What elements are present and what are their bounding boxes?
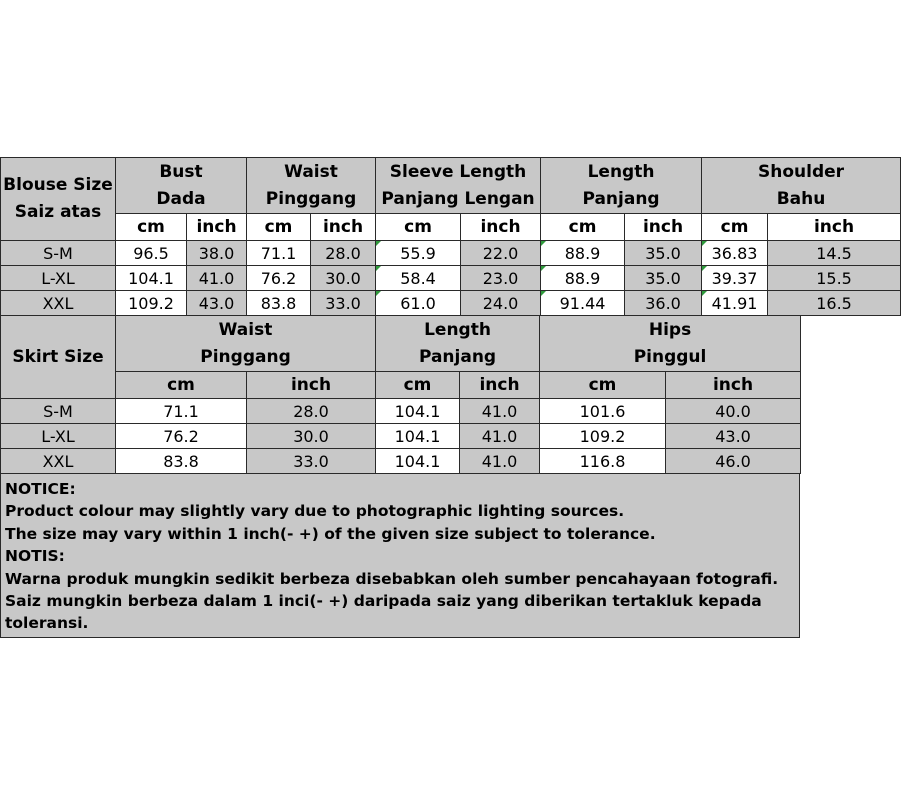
- pinggang-label: Pinggang: [265, 188, 357, 209]
- notice-heading: NOTICE:: [5, 480, 76, 498]
- unit-cm: cm: [116, 214, 187, 241]
- waist-inch-cell: 33.0: [311, 291, 376, 316]
- waist-header: [247, 158, 376, 214]
- waist-cm-cell: 71.1: [116, 399, 247, 424]
- length-label: Length: [587, 161, 655, 182]
- table-row: [1, 424, 801, 449]
- skirt-waist-header: [116, 316, 376, 372]
- sleeve-length-label: Sleeve Length: [389, 161, 527, 182]
- skirt-length-header: [376, 316, 540, 372]
- unit-inch: inch: [247, 372, 376, 399]
- dada-label: Dada: [156, 188, 206, 209]
- notice-line: The size may vary within 1 inch(- +) of the given size subject to tolerance.: [5, 524, 656, 543]
- unit-cm: cm: [116, 372, 247, 399]
- bust-inch-cell: 43.0: [187, 291, 247, 316]
- hips-cm-cell: 109.2: [540, 424, 666, 449]
- size-label: L-XL: [1, 424, 116, 449]
- hips-label: Hips: [648, 319, 692, 340]
- bust-header: [116, 158, 247, 214]
- shoulder-label: Shoulder: [758, 161, 845, 182]
- waist-cm-cell: 83.8: [116, 449, 247, 474]
- length-inch-cell: 36.0: [625, 291, 702, 316]
- length-cm-cell: 88.9: [541, 241, 625, 266]
- notis-heading: NOTIS:: [5, 547, 65, 566]
- unit-inch: inch: [187, 214, 247, 241]
- hips-inch-cell: 43.0: [666, 424, 801, 449]
- bust-label: Bust: [159, 161, 203, 182]
- panjang-label: Panjang: [582, 188, 660, 209]
- blouse-size-title-ms: Saiz atas: [14, 202, 102, 222]
- waist-inch-cell: 30.0: [247, 424, 376, 449]
- unit-cm: cm: [376, 214, 461, 241]
- sleeve-inch-cell: 22.0: [461, 241, 541, 266]
- panjang-lengan-label: Panjang Lengan: [381, 188, 535, 209]
- hips-header: [540, 316, 801, 372]
- hips-inch-cell: 40.0: [666, 399, 801, 424]
- sleeve-cm-cell: 58.4: [376, 266, 461, 291]
- blouse-size-table: [0, 157, 901, 316]
- unit-cm: cm: [376, 372, 460, 399]
- waist-cm-cell: 71.1: [247, 241, 311, 266]
- notis-line: Warna produk mungkin sedikit berbeza disebabkan oleh sumber pencahayaan fotografi.: [5, 569, 779, 588]
- skirt-size-title: Skirt Size: [1, 316, 116, 399]
- length-inch-cell: 41.0: [460, 449, 540, 474]
- table-row: [1, 449, 801, 474]
- size-label: S-M: [1, 399, 116, 424]
- waist-inch-cell: 28.0: [247, 399, 376, 424]
- notice-line: Product colour may slightly vary due to photographic lighting sources.: [5, 502, 625, 521]
- waist-cm-cell: 76.2: [247, 266, 311, 291]
- panjang-label: Panjang: [418, 346, 497, 367]
- sleeve-length-header: [376, 158, 541, 214]
- length-inch-cell: 35.0: [625, 266, 702, 291]
- waist-cm-cell: 83.8: [247, 291, 311, 316]
- notis-line: toleransi.: [5, 614, 89, 633]
- table-row: [1, 291, 901, 316]
- unit-inch: inch: [666, 372, 801, 399]
- bust-inch-cell: 38.0: [187, 241, 247, 266]
- shoulder-inch-cell: 16.5: [768, 291, 901, 316]
- hips-inch-cell: 46.0: [666, 449, 801, 474]
- unit-cm: cm: [702, 214, 768, 241]
- shoulder-header: [702, 158, 901, 214]
- unit-cm: cm: [247, 214, 311, 241]
- unit-cm: cm: [541, 214, 625, 241]
- notis-line: Saiz mungkin berbeza dalam 1 inci(- +) daripada saiz yang diberikan tertakluk kepada: [5, 592, 762, 611]
- length-cm-cell: 104.1: [376, 449, 460, 474]
- bust-inch-cell: 41.0: [187, 266, 247, 291]
- size-chart: [0, 157, 855, 638]
- table-row: [1, 266, 901, 291]
- waist-inch-cell: 33.0: [247, 449, 376, 474]
- blouse-size-header: [1, 158, 116, 241]
- length-inch-cell: 35.0: [625, 241, 702, 266]
- size-label: XXL: [1, 291, 116, 316]
- shoulder-cm-cell: 41.91: [702, 291, 768, 316]
- waist-cm-cell: 76.2: [116, 424, 247, 449]
- unit-inch: inch: [311, 214, 376, 241]
- unit-inch: inch: [461, 214, 541, 241]
- unit-inch: inch: [625, 214, 702, 241]
- bust-cm-cell: 109.2: [116, 291, 187, 316]
- unit-inch: inch: [460, 372, 540, 399]
- sleeve-cm-cell: 55.9: [376, 241, 461, 266]
- waist-inch-cell: 28.0: [311, 241, 376, 266]
- unit-cm: cm: [540, 372, 666, 399]
- table-row: [1, 399, 801, 424]
- hips-cm-cell: 101.6: [540, 399, 666, 424]
- length-cm-cell: 104.1: [376, 399, 460, 424]
- size-label: L-XL: [1, 266, 116, 291]
- bahu-label: Bahu: [776, 188, 826, 209]
- length-cm-cell: 104.1: [376, 424, 460, 449]
- blouse-size-title: Blouse Size: [3, 175, 113, 195]
- length-inch-cell: 41.0: [460, 399, 540, 424]
- pinggul-label: Pinggul: [633, 346, 707, 367]
- size-label: S-M: [1, 241, 116, 266]
- shoulder-cm-cell: 36.83: [702, 241, 768, 266]
- length-cm-cell: 91.44: [541, 291, 625, 316]
- length-header: [541, 158, 702, 214]
- length-label: Length: [424, 319, 491, 340]
- skirt-size-table: [0, 315, 801, 474]
- sleeve-inch-cell: 23.0: [461, 266, 541, 291]
- waist-label: Waist: [284, 161, 338, 182]
- shoulder-inch-cell: 14.5: [768, 241, 901, 266]
- unit-inch: inch: [768, 214, 901, 241]
- bust-cm-cell: 104.1: [116, 266, 187, 291]
- sleeve-inch-cell: 24.0: [461, 291, 541, 316]
- shoulder-inch-cell: 15.5: [768, 266, 901, 291]
- length-inch-cell: 41.0: [460, 424, 540, 449]
- hips-cm-cell: 116.8: [540, 449, 666, 474]
- shoulder-cm-cell: 39.37: [702, 266, 768, 291]
- length-cm-cell: 88.9: [541, 266, 625, 291]
- table-row: [1, 241, 901, 266]
- waist-label: Waist: [218, 319, 273, 340]
- notice-box: [0, 474, 800, 638]
- bust-cm-cell: 96.5: [116, 241, 187, 266]
- waist-inch-cell: 30.0: [311, 266, 376, 291]
- sleeve-cm-cell: 61.0: [376, 291, 461, 316]
- pinggang-label: Pinggang: [200, 346, 291, 367]
- size-label: XXL: [1, 449, 116, 474]
